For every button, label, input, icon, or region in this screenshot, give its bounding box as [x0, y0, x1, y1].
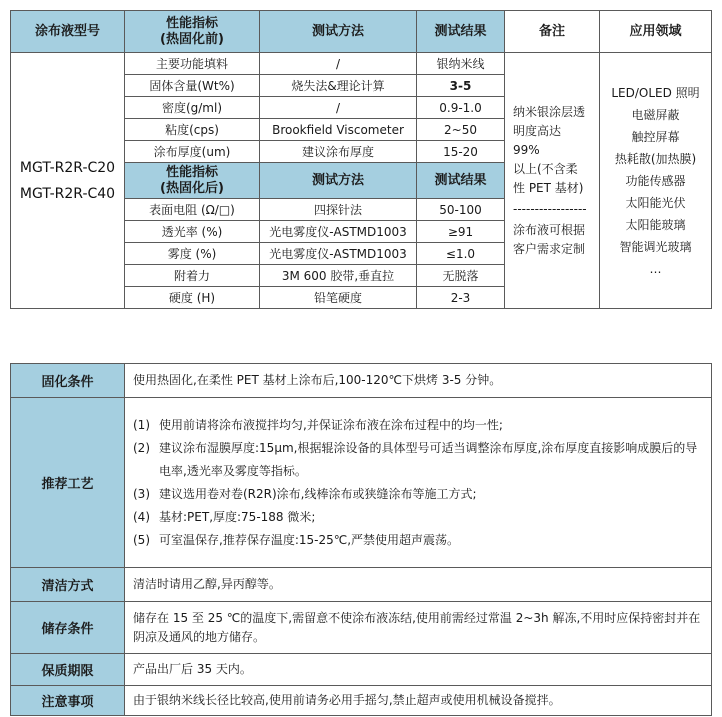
method-cell: 光电雾度仪-ASTMD1003 — [260, 221, 417, 243]
storage-text: 储存在 15 至 25 ℃的温度下,需留意不使涂布液冻结,使用前需经过常温 2~3h 解冻,不用时应保持密封并在阴凉及通风的地方储存。 — [125, 602, 712, 654]
list-item-text: 可室温保存,推荐保存温度:15-25℃,严禁使用超声震荡。 — [159, 532, 460, 547]
result-cell: 无脱落 — [417, 265, 505, 287]
application-item: 热耗散(加热膜) — [614, 151, 697, 166]
method-cell: Brookfield Viscometer — [260, 119, 417, 141]
application-item: … — [649, 261, 662, 276]
table-row — [11, 686, 712, 716]
note-line: 明度高达 99% — [513, 123, 562, 157]
subheader-index-line1: 性能指标 — [165, 164, 218, 180]
recommended-label: 推荐工艺 — [11, 398, 125, 568]
list-item — [133, 506, 703, 529]
subheader-index — [125, 163, 260, 199]
list-item-number: (5) — [133, 532, 150, 547]
list-item-number: (4) — [133, 509, 150, 524]
list-item-text: 建议涂布湿膜厚度:15μm,根据辊涂设备的具体型号可适当调整涂布厚度,涂布厚度直接影响成膜后的导电率,透光率及雾度等指标。 — [159, 440, 698, 478]
list-item-text: 建议选用卷对卷(R2R)涂布,线棒涂布或狭缝涂布等施工方式; — [159, 486, 477, 501]
result-cell: 15-20 — [417, 141, 505, 163]
application-item: 智能调光玻璃 — [619, 239, 692, 254]
storage-label: 储存条件 — [11, 602, 125, 654]
result-cell: 0.9-1.0 — [417, 97, 505, 119]
subheader-index-line2: (热固化后) — [160, 180, 224, 196]
list-item — [133, 529, 703, 552]
list-item-number: (1) — [133, 417, 150, 432]
shelf-life-label: 保质期限 — [11, 654, 125, 686]
spec-header-row — [11, 11, 712, 53]
result-cell: ≥91 — [417, 221, 505, 243]
result-cell: 2~50 — [417, 119, 505, 141]
method-cell: 建议涂布厚度 — [260, 141, 417, 163]
header-index-line1: 性能指标 — [165, 15, 218, 31]
method-cell: 四探针法 — [260, 199, 417, 221]
note-line: 纳米银涂层透 — [513, 104, 586, 119]
note-separator: ----------------- — [513, 201, 587, 216]
application-item: 太阳能光伏 — [625, 195, 686, 210]
index-cell: 附着力 — [125, 265, 260, 287]
list-item — [133, 483, 703, 506]
application-item: 功能传感器 — [625, 173, 686, 188]
table-row — [11, 364, 712, 398]
model-name: MGT-R2R-C40 — [19, 185, 116, 202]
note-cell — [505, 53, 600, 309]
application-item: 触控屏幕 — [631, 129, 680, 144]
application-item: 电磁屏蔽 — [631, 107, 680, 122]
index-cell: 表面电阻 (Ω/□) — [125, 199, 260, 221]
list-item-number: (2) — [133, 440, 150, 455]
header-method: 测试方法 — [260, 11, 417, 53]
model-name: MGT-R2R-C20 — [19, 159, 116, 176]
index-cell: 雾度 (%) — [125, 243, 260, 265]
index-cell: 粘度(cps) — [125, 119, 260, 141]
subheader-result: 测试结果 — [417, 163, 505, 199]
table-row — [11, 654, 712, 686]
model-cell — [11, 53, 125, 309]
applications-cell — [600, 53, 712, 309]
list-item-number: (3) — [133, 486, 150, 501]
note-line: 以上(不含柔 — [513, 161, 578, 176]
method-cell: 光电雾度仪-ASTMD1003 — [260, 243, 417, 265]
result-cell: 银纳米线 — [417, 53, 505, 75]
method-cell: / — [260, 53, 417, 75]
index-cell: 硬度 (H) — [125, 287, 260, 309]
result-cell: ≤1.0 — [417, 243, 505, 265]
table-row — [11, 53, 712, 75]
notice-label: 注意事项 — [11, 686, 125, 716]
table-row — [11, 568, 712, 602]
note-line: 涂布液可根据 — [513, 222, 586, 237]
shelf-life-text: 产品出厂后 35 天内。 — [125, 654, 712, 686]
header-model: 涂布液型号 — [11, 11, 125, 53]
list-item — [133, 414, 703, 437]
result-cell: 3-5 — [417, 75, 505, 97]
index-cell: 涂布厚度(um) — [125, 141, 260, 163]
list-item-text: 使用前请将涂布液搅拌均匀,并保证涂布液在涂布过程中的均一性; — [159, 417, 503, 432]
note-line: 客户需求定制 — [513, 241, 586, 256]
recommended-list — [125, 398, 712, 568]
subheader-method: 测试方法 — [260, 163, 417, 199]
header-index — [125, 11, 260, 53]
header-index-line2: (热固化前) — [160, 31, 224, 47]
curing-label: 固化条件 — [11, 364, 125, 398]
index-cell: 固体含量(Wt%) — [125, 75, 260, 97]
list-item-text: 基材:PET,厚度:75-188 微米; — [159, 509, 316, 524]
method-cell: 铅笔硬度 — [260, 287, 417, 309]
spec-table — [10, 10, 712, 309]
application-item: 太阳能玻璃 — [625, 217, 686, 232]
result-cell: 50-100 — [417, 199, 505, 221]
application-item: LED/OLED 照明 — [611, 85, 700, 100]
method-cell: 3M 600 胶带,垂直拉 — [260, 265, 417, 287]
table-row — [11, 602, 712, 654]
notice-text: 由于银纳米线长径比较高,使用前请务必用手摇匀,禁止超声或使用机械设备搅拌。 — [125, 686, 712, 716]
note-line: 性 PET 基材) — [513, 180, 584, 195]
index-cell: 密度(g/ml) — [125, 97, 260, 119]
list-item — [133, 437, 703, 483]
header-result: 测试结果 — [417, 11, 505, 53]
curing-text: 使用热固化,在柔性 PET 基材上涂布后,100-120℃下烘烤 3-5 分钟。 — [125, 364, 712, 398]
index-cell: 透光率 (%) — [125, 221, 260, 243]
cleaning-text: 清洁时请用乙醇,异丙醇等。 — [125, 568, 712, 602]
process-table — [10, 363, 712, 716]
header-note: 备注 — [505, 11, 600, 53]
cleaning-label: 清洁方式 — [11, 568, 125, 602]
method-cell: / — [260, 97, 417, 119]
method-cell: 烧失法&理论计算 — [260, 75, 417, 97]
header-application: 应用领域 — [600, 11, 712, 53]
index-cell: 主要功能填料 — [125, 53, 260, 75]
table-row — [11, 398, 712, 568]
result-cell: 2-3 — [417, 287, 505, 309]
